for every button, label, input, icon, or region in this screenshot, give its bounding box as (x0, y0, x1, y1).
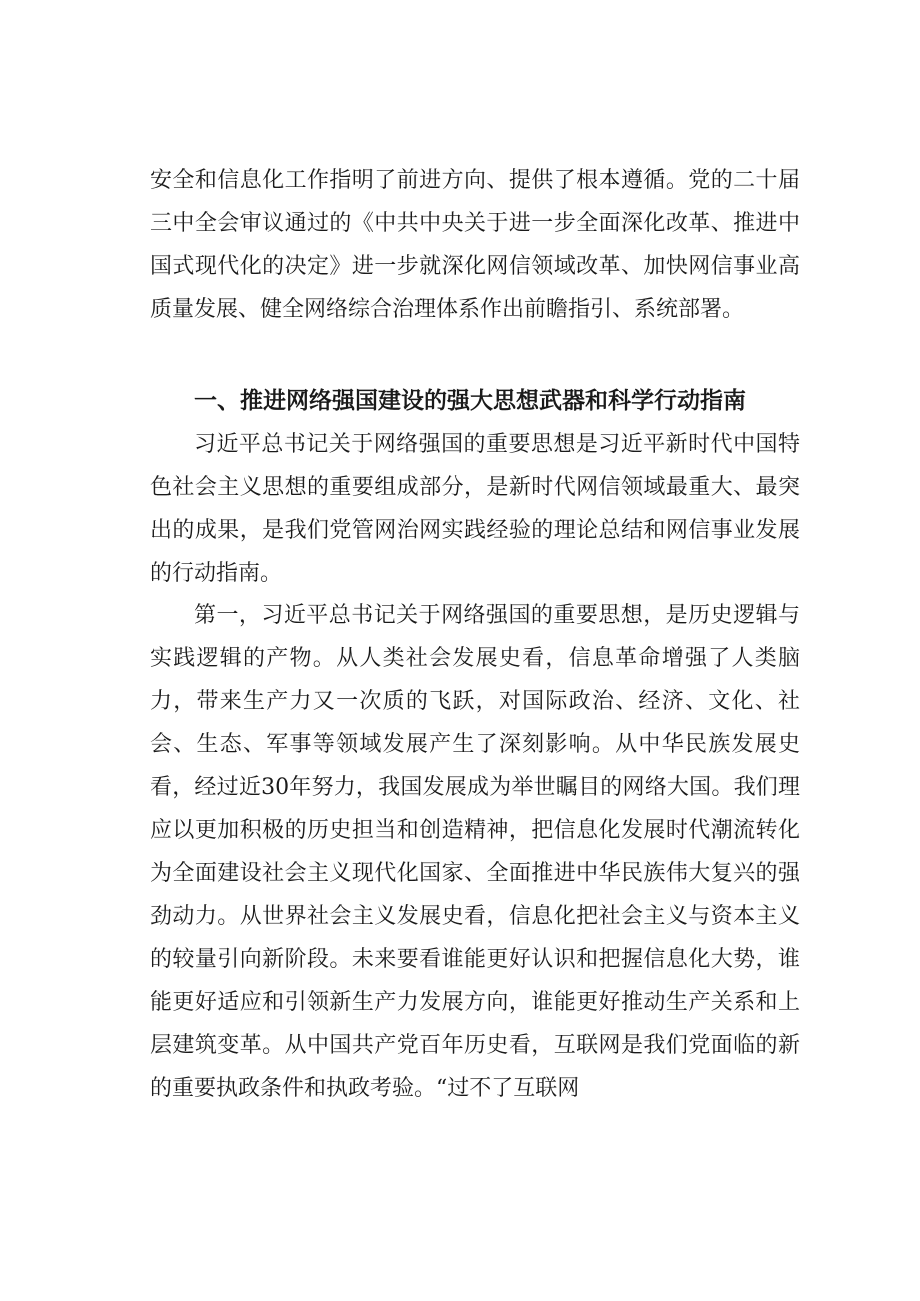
paragraph-intro: 习近平总书记关于网络强国的重要思想是习近平新时代中国特色社会主义思想的重要组成部分，是新时代网信领域最重大、最突出的成果，是我们党管网治网实践经验的理论总结和网信事业发展的行动指南。 (150, 432, 800, 586)
section-heading: 一、推进网络强国建设的强大思想武器和科学行动指南 (194, 388, 746, 414)
paragraph-first-point: 第一，习近平总书记关于网络强国的重要思想，是历史逻辑与实践逻辑的产物。从人类社会发展史看，信息革命增强了人类脑力，带来生产力又一次质的飞跃，对国际政治、经济、文化、社会、生态、军事等领域发展产生了深刻影响。从中华民族发展史看，经过近30年努力，我国发展成为举世瞩目的网络大国。我们理应以更加积极的历史担当和创造精神，把信息化发展时代潮流转化为全面建设社会主义现代化国家、全面推进中华民族伟大复兴的强劲动力。从世界社会主义发展史看，信息化把社会主义与资本主义的较量引向新阶段。未来要看谁能更好认识和把握信息化大势，谁能更好适应和引领新生产力发展方向，谁能更好推动生产关系和上层建筑变革。从中国共产党百年历史看，互联网是我们党面临的新的重要执政条件和执政考验。“过不了互联网 (150, 603, 800, 1101)
paragraph-continued: 安全和信息化工作指明了前进方向、提供了根本遵循。党的二十届三中全会审议通过的《中共中央关于进一步全面深化改革、推进中国式现代化的决定》进一步就深化网信领域改革、加快网信事业高质量发展、健全网络综合治理体系作出前瞻指引、系统部署。 (150, 168, 800, 322)
